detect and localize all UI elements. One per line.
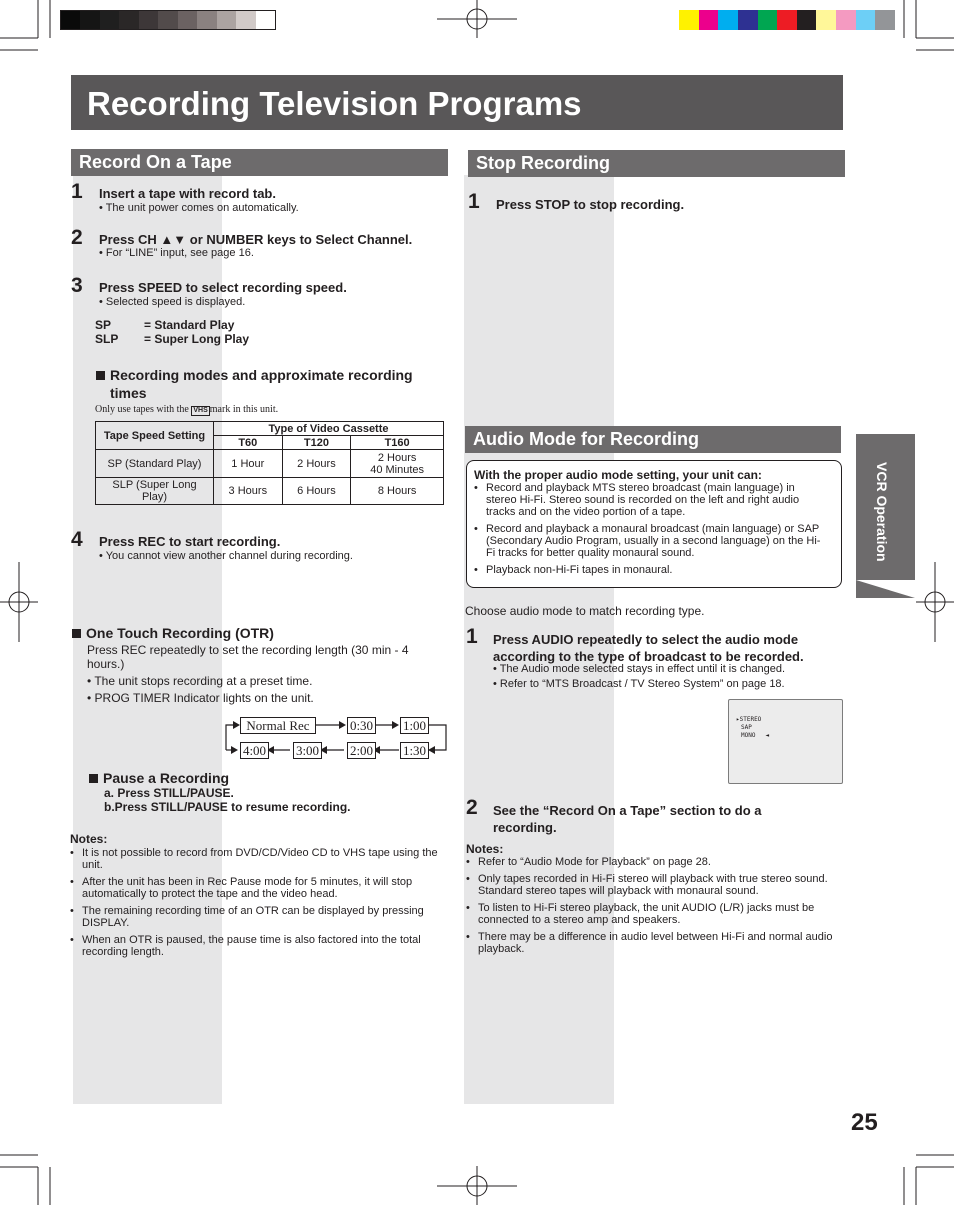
step-subtext: • For “LINE” input, see page 16. xyxy=(99,247,254,259)
otr-desc-line: hours.) xyxy=(87,657,125,671)
step-number: 1 xyxy=(466,625,478,648)
speed-desc: = Super Long Play xyxy=(144,332,250,346)
table-row xyxy=(96,450,444,478)
note-item: • When an OTR is paused, the pause time is also factored into the total recording length. xyxy=(70,934,421,958)
capability-line: Record and playback MTS stereo broadcast (main language) in xyxy=(486,482,795,494)
modes-heading xyxy=(96,366,413,402)
square-bullet-icon xyxy=(72,629,81,638)
table-cell: 6 Hours xyxy=(282,478,351,505)
capability-line: Playback non-Hi-Fi tapes in monaural. xyxy=(486,564,673,576)
audio-step1-text xyxy=(493,631,804,665)
otr-bullet: • The unit stops recording at a preset time. xyxy=(87,674,313,688)
step-subtext: • The unit power comes on automatically. xyxy=(99,202,299,214)
note-item: • Refer to “Audio Mode for Playback” on page 28. xyxy=(466,856,711,868)
title-bar xyxy=(71,75,843,130)
note-line: To listen to Hi-Fi stereo playback, the unit AUDIO (L/R) jacks must be xyxy=(478,902,815,914)
step-subtext: • Selected speed is displayed. xyxy=(99,296,246,308)
table-cell-line: 40 Minutes xyxy=(370,463,425,476)
step-number: 1 xyxy=(468,190,480,213)
table-cell xyxy=(96,478,214,505)
step-subtext: • The Audio mode selected stays in effect until it is changed. xyxy=(493,663,786,675)
otr-time-400: 4:00 xyxy=(240,742,269,759)
note-item: • To listen to Hi-Fi stereo playback, the unit AUDIO (L/R) jacks must be connected to a stereo amp and speakers. xyxy=(466,902,815,926)
otr-time-200: 2:00 xyxy=(347,742,376,759)
table-header: T60 xyxy=(214,436,283,450)
step-number: 3 xyxy=(71,274,83,297)
pause-heading-text: Pause a Recording xyxy=(103,770,230,786)
table-cell-line: Play) xyxy=(141,491,168,503)
modes-heading-line: Recording modes and approximate recording xyxy=(110,367,413,383)
audio-mode-osd-screen xyxy=(728,699,843,784)
side-tab-label: VCR Operation xyxy=(874,462,890,562)
step-text-line: See the “Record On a Tape” section to do a xyxy=(493,803,762,818)
table-group-header: Type of Video Cassette xyxy=(214,422,444,436)
speed-code: SP xyxy=(95,318,112,332)
step-text: Press SPEED to select recording speed. xyxy=(99,280,347,295)
step-text: Press STOP to stop recording. xyxy=(496,197,685,212)
table-cell: SP (Standard Play) xyxy=(96,450,214,478)
step-number: 1 xyxy=(71,180,83,203)
capability-line: stereo Hi-Fi. Stereo sound is recorded on the left and right audio xyxy=(486,494,800,506)
modes-heading-line: times xyxy=(110,385,147,401)
audio-step2-text xyxy=(493,802,761,836)
page-title: Recording Television Programs xyxy=(87,85,582,122)
note-line: There may be a difference in audio level between Hi-Fi and normal audio xyxy=(478,931,833,943)
note-item: • Only tapes recorded in Hi-Fi stereo will playback with true stereo sound. Standard stereo tapes will playback with monaural sound. xyxy=(466,873,828,897)
note-item: • There may be a difference in audio level between Hi-Fi and normal audio playback. xyxy=(466,931,833,955)
notes-heading: Notes: xyxy=(466,842,504,856)
otr-description xyxy=(87,643,437,705)
otr-normal-rec: Normal Rec xyxy=(240,717,316,734)
tape-note xyxy=(95,404,278,416)
note-line: recording length. xyxy=(82,946,164,958)
page-number: 25 xyxy=(851,1109,878,1136)
tape-note-text: mark in this unit. xyxy=(209,404,279,415)
audio-notes-list xyxy=(466,856,846,955)
note-line: When an OTR is paused, the pause time is also factored into the total xyxy=(82,934,421,946)
square-bullet-icon xyxy=(96,371,105,380)
speed-desc: = Standard Play xyxy=(144,318,235,332)
step-number: 2 xyxy=(71,226,83,249)
table-cell: 1 Hour xyxy=(214,450,283,478)
step-text-line: Press AUDIO repeatedly to select the audio mode xyxy=(493,632,799,647)
stop-recording-heading: Stop Recording xyxy=(468,150,845,177)
capabilities-list xyxy=(474,482,834,576)
otr-heading xyxy=(72,625,274,641)
capability-item: • Playback non-Hi-Fi tapes in monaural. xyxy=(474,564,673,576)
box-heading: With the proper audio mode setting, your unit can: xyxy=(474,468,762,482)
step-text: Press REC to start recording. xyxy=(99,534,281,549)
capability-line: Record and playback a monaural broadcast (main language) or SAP xyxy=(486,523,820,535)
vhs-logo: VHS xyxy=(193,407,208,414)
record-on-tape-heading: Record On a Tape xyxy=(71,149,448,176)
pause-step-a: a. Press STILL/PAUSE. xyxy=(104,786,234,800)
otr-time-130: 1:30 xyxy=(400,742,429,759)
note-line: Refer to “Audio Mode for Playback” on page 28. xyxy=(478,856,711,868)
square-bullet-icon xyxy=(89,774,98,783)
osd-menu xyxy=(736,716,769,740)
table-cell-line: 2 Hours xyxy=(377,451,417,464)
note-line: playback. xyxy=(478,943,525,955)
note-item: • After the unit has been in Rec Pause mode for 5 minutes, it will stop automatically to protect the tape and the video head. xyxy=(70,876,413,900)
osd-pointer-icon: ▸ xyxy=(736,716,740,723)
note-line: Only tapes recorded in Hi-Fi stereo will playback with true stereo sound. xyxy=(478,873,828,885)
table-header: Tape Speed Setting xyxy=(96,422,214,450)
step-text-line: according to the type of broadcast to be recorded. xyxy=(493,649,804,664)
otr-desc-line: Press REC repeatedly to set the recording length (30 min - 4 xyxy=(87,643,409,657)
step-subtext: • You cannot view another channel during recording. xyxy=(99,550,353,562)
table-cell: 3 Hours xyxy=(214,478,283,505)
note-line: DISPLAY. xyxy=(82,917,130,929)
audio-capabilities-box xyxy=(466,460,842,588)
audio-mode-heading: Audio Mode for Recording xyxy=(465,426,841,453)
note-line: After the unit has been in Rec Pause mode for 5 minutes, it will stop xyxy=(82,876,413,888)
table-cell-line: SLP (Super Long xyxy=(112,479,197,491)
step-subtext: • Refer to “MTS Broadcast / TV Stereo System” on page 18. xyxy=(493,678,785,690)
speed-code: SLP xyxy=(95,332,119,346)
note-item: • The remaining recording time of an OTR can be displayed by pressing DISPLAY. xyxy=(70,905,424,929)
table-header: T160 xyxy=(351,436,444,450)
capability-item: • Record and playback a monaural broadcast (main language) or SAP (Secondary Audio Program, usually in a second language) on the Hi- Fi tracks for better quality monaural sound. xyxy=(474,523,821,559)
side-tab xyxy=(856,434,915,598)
capability-line: tracks and on the video portion of a tape. xyxy=(486,506,686,518)
tape-note-text: Only use tapes with the xyxy=(95,404,189,415)
table-cell: 2 Hours xyxy=(282,450,351,478)
table-cell xyxy=(351,450,444,478)
side-tab-notch xyxy=(856,580,915,600)
notes-list xyxy=(70,847,450,958)
osd-option-stereo: STEREO xyxy=(739,716,762,723)
note-line: The remaining recording time of an OTR can be displayed by pressing xyxy=(82,905,424,917)
notes-heading: Notes: xyxy=(70,832,108,846)
note-item: • It is not possible to record from DVD/CD/Video CD to VHS tape using the unit. xyxy=(70,847,438,871)
pause-heading xyxy=(89,770,229,786)
speed-list xyxy=(95,318,249,346)
note-line: Standard stereo tapes will playback with monaural sound. xyxy=(478,885,759,897)
pause-step-b: b.Press STILL/PAUSE to resume recording. xyxy=(104,800,351,814)
osd-cursor-icon: ◄ xyxy=(765,732,770,739)
table-header: T120 xyxy=(282,436,351,450)
osd-option-sap: SAP xyxy=(741,724,752,731)
step-text-line: recording. xyxy=(493,820,557,835)
capability-line: (Secondary Audio Program, usually in a second language) on the Hi- xyxy=(486,535,821,547)
otr-heading-text: One Touch Recording (OTR) xyxy=(86,625,274,641)
step-text: Insert a tape with record tab. xyxy=(99,186,276,201)
otr-bullet: • PROG TIMER Indicator lights on the unit. xyxy=(87,691,314,705)
otr-time-100: 1:00 xyxy=(400,717,429,734)
note-line: unit. xyxy=(82,859,103,871)
note-line: connected to a stereo amp and speakers. xyxy=(478,914,681,926)
recording-times-table xyxy=(95,421,444,505)
note-line: It is not possible to record from DVD/CD/Video CD to VHS tape using the xyxy=(82,847,438,859)
otr-time-300: 3:00 xyxy=(293,742,322,759)
capability-item: • Record and playback MTS stereo broadcast (main language) in stereo Hi-Fi. Stereo sound is recorded on the left and right audio tracks and on the video portion of a tape. xyxy=(474,482,800,518)
capability-line: Fi tracks for better quality monaural sound. xyxy=(486,547,695,559)
step-number: 4 xyxy=(71,528,83,551)
otr-time-030: 0:30 xyxy=(347,717,376,734)
audio-intro: Choose audio mode to match recording type. xyxy=(465,604,705,618)
step-text: Press CH ▲▼ or NUMBER keys to Select Channel. xyxy=(99,232,413,247)
table-row xyxy=(96,478,444,505)
note-line: automatically to protect the tape and the video head. xyxy=(82,888,338,900)
table-cell: 8 Hours xyxy=(351,478,444,505)
osd-option-mono: MONO xyxy=(741,732,756,739)
step-number: 2 xyxy=(466,796,478,819)
